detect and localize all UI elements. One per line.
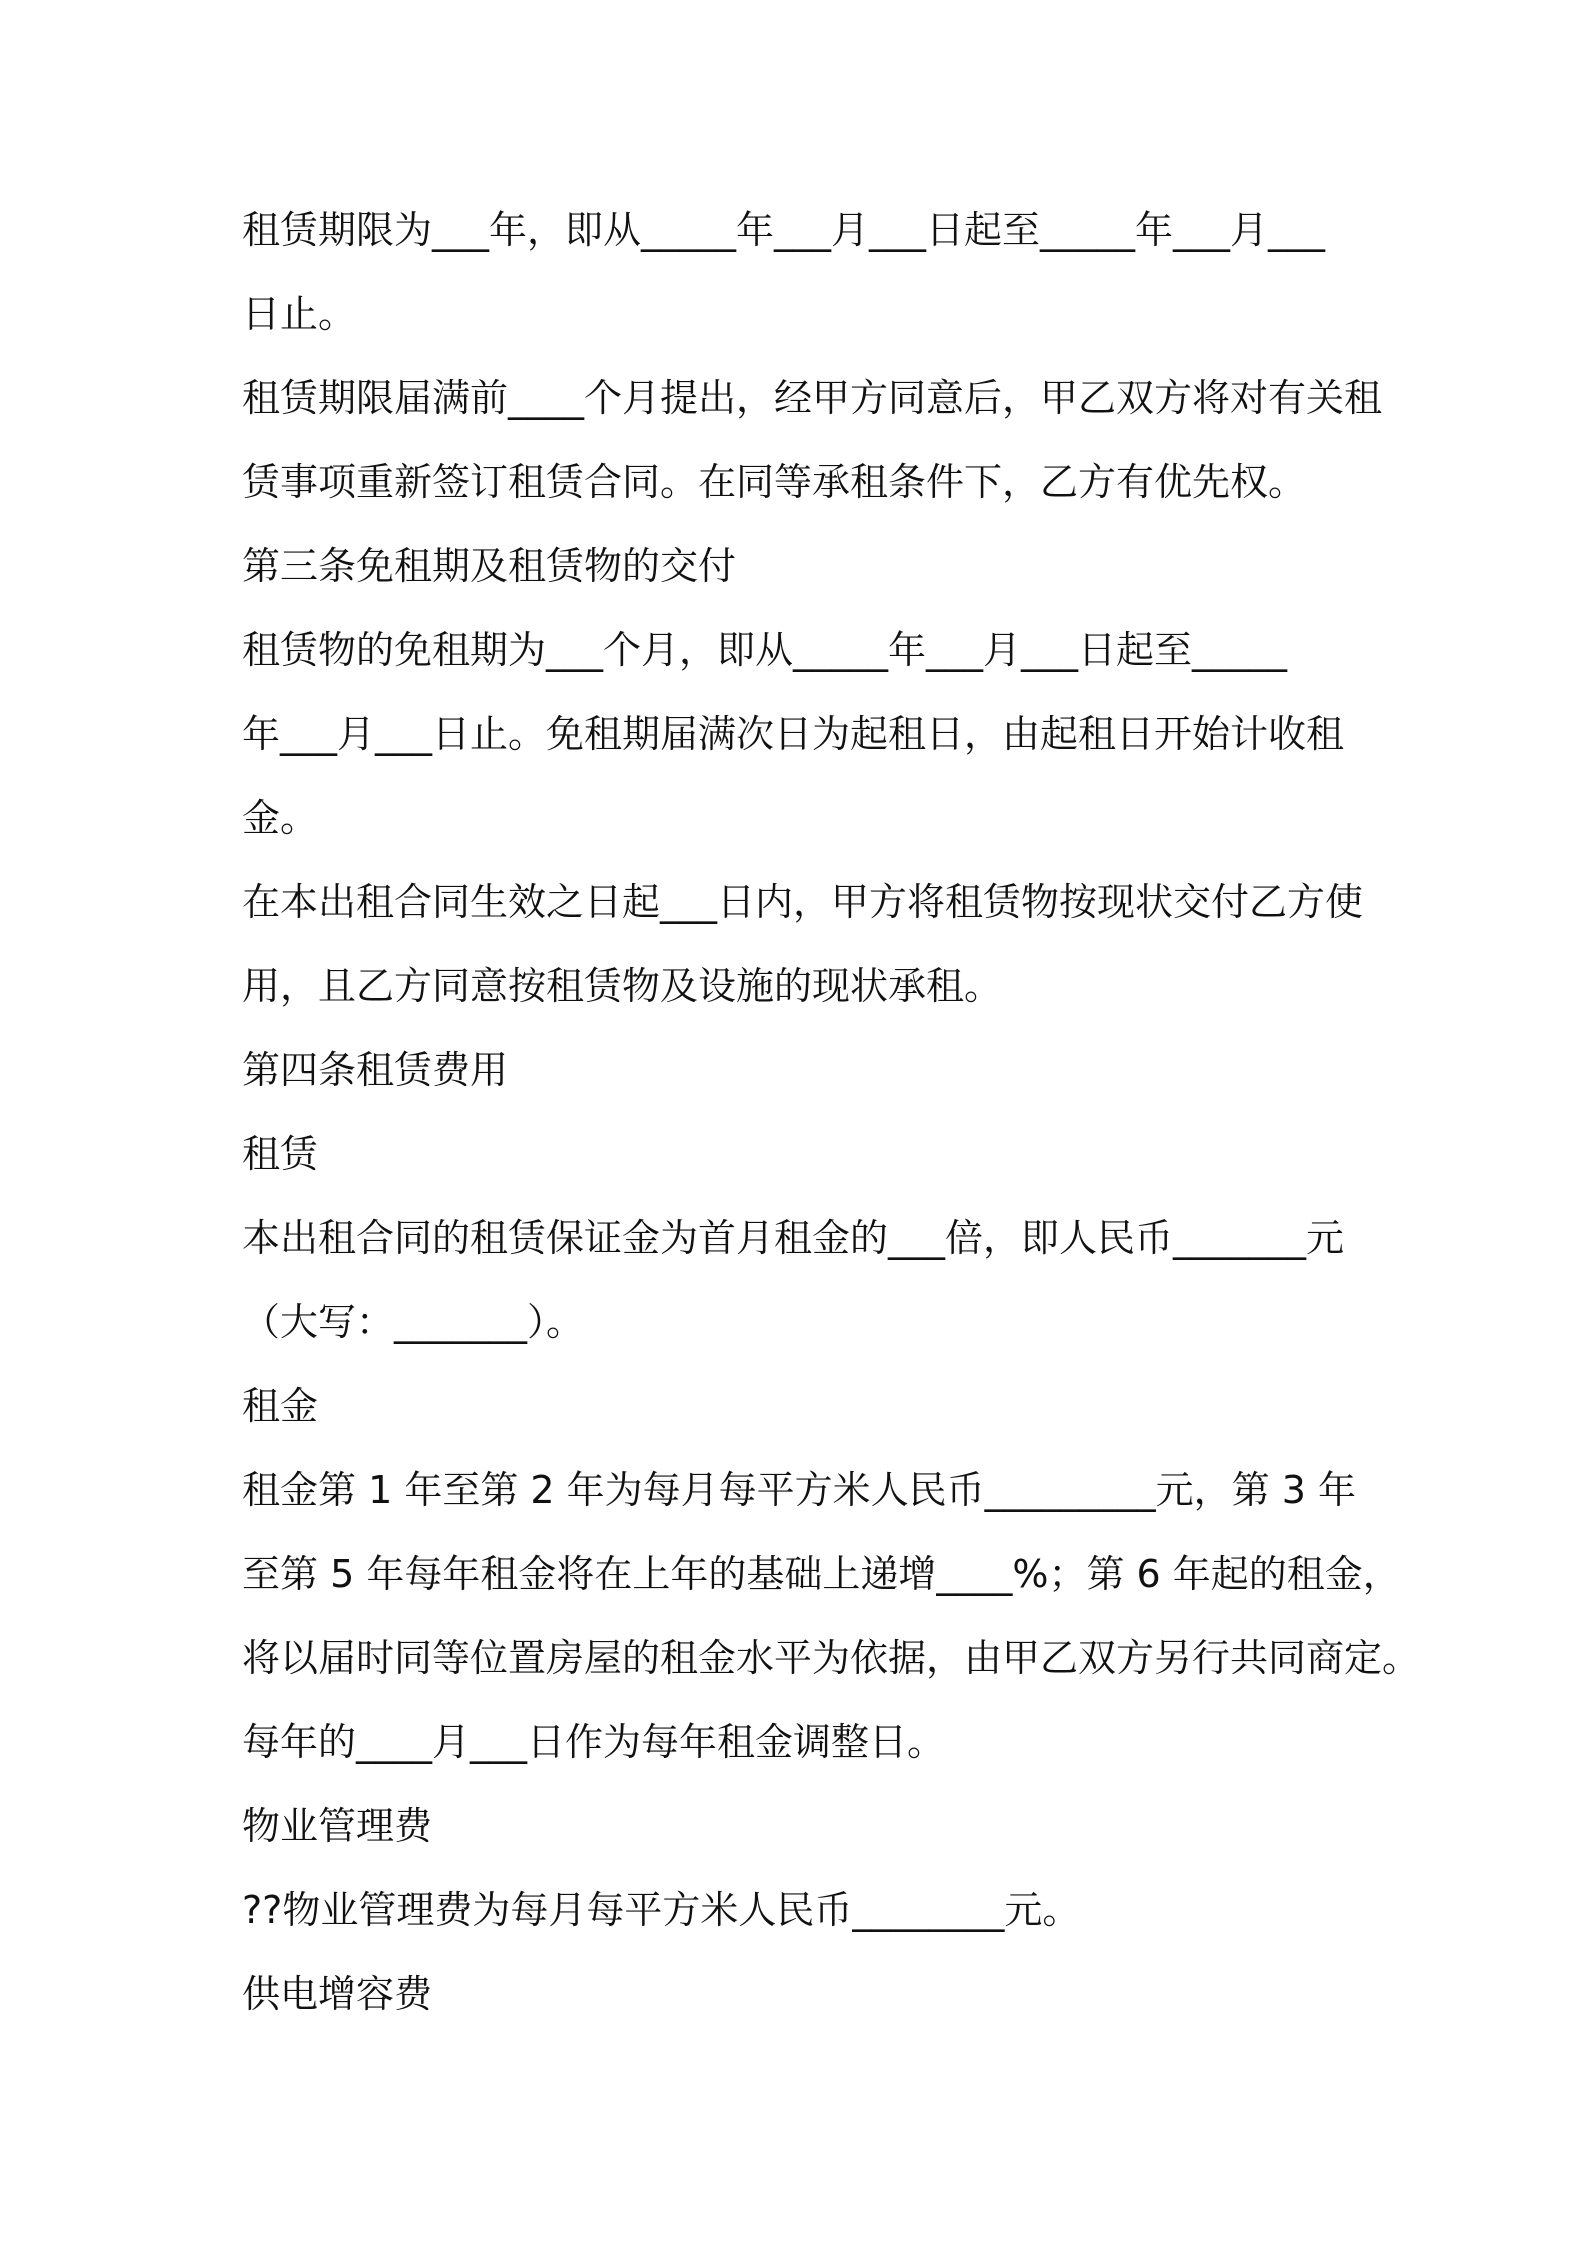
document-body <box>242 200 1421 2048</box>
subsection-heading: 租金 <box>242 1384 319 1428</box>
subsection-heading: 租赁 <box>242 1132 319 1176</box>
text-line: 年___月___日止。免租期届满次日为起租日，由起租日开始计收租 <box>242 712 1345 756</box>
text-line: 租金第 1 年至第 2 年为每月每平方米人民币_________元，第 3 年 <box>242 1468 1357 1512</box>
text-line: 赁事项重新签订租赁合同。在同等承租条件下，乙方有优先权。 <box>242 460 1307 504</box>
text-line: 日止。 <box>242 292 357 336</box>
subsection-heading: 供电增容费 <box>242 1972 433 2016</box>
text-line: 每年的____月___日作为每年租金调整日。 <box>242 1720 946 1764</box>
text-line: 将以届时同等位置房屋的租金水平为依据，由甲乙双方另行共同商定。 <box>242 1636 1421 1680</box>
text-line: 租赁期限届满前____个月提出，经甲方同意后，甲乙双方将对有关租 <box>242 376 1383 420</box>
text-line: 用，且乙方同意按租赁物及设施的现状承租。 <box>242 964 1003 1008</box>
text-line: 至第 5 年每年租金将在上年的基础上递增____%；第 6 年起的租金， <box>242 1552 1401 1596</box>
text-line: 本出租合同的租赁保证金为首月租金的___倍，即人民币_______元 <box>242 1216 1345 1260</box>
text-line: 租赁物的免租期为___个月，即从_____年___月___日起至_____ <box>242 628 1288 672</box>
section-heading: 第三条免租期及租赁物的交付 <box>242 544 737 588</box>
text-line: ??物业管理费为每月每平方米人民币________元。 <box>242 1888 1081 1932</box>
text-line: （大写：_______）。 <box>242 1300 585 1344</box>
subsection-heading: 物业管理费 <box>242 1804 433 1848</box>
section-heading: 第四条租赁费用 <box>242 1048 509 1092</box>
text-line: 在本出租合同生效之日起___日内，甲方将租赁物按现状交付乙方使 <box>242 880 1364 924</box>
text-line: 金。 <box>242 796 319 840</box>
text-line: 租赁期限为___年，即从_____年___月___日起至_____年___月___ <box>242 208 1326 252</box>
